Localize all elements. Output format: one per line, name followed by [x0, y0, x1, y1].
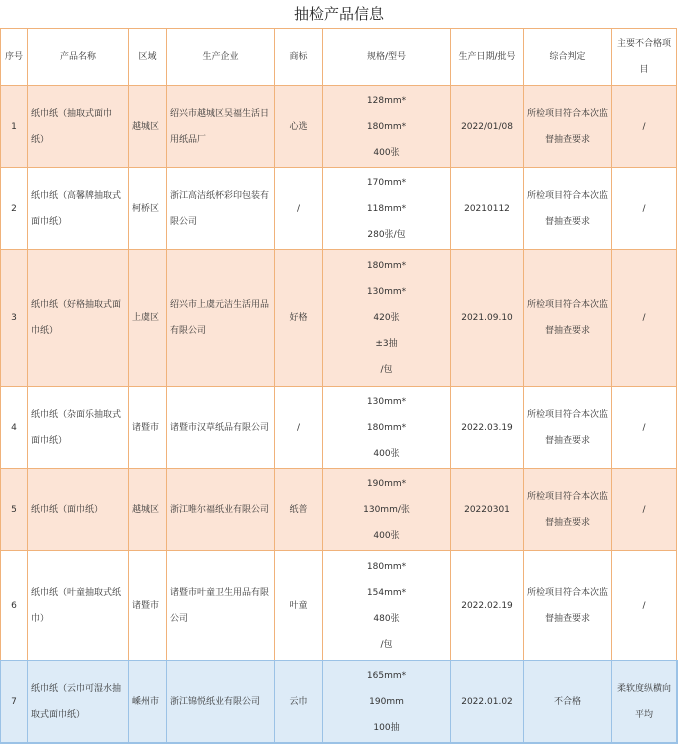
spec-line: /包	[380, 365, 393, 375]
production-date-cell: 20210112	[451, 168, 524, 250]
spec-line: 128mm*	[366, 95, 407, 106]
region-cell: 嵊州市	[129, 661, 167, 743]
product-name-cell: 纸巾纸（叶童抽取式纸巾）	[28, 551, 129, 661]
verdict-cell: 所检项目符合本次监督抽查要求	[524, 387, 612, 469]
row-number-cell: 3	[1, 250, 28, 387]
product-name-cell: 纸巾纸（抽取式面巾纸）	[28, 86, 129, 168]
company-cell: 浙江唯尔福纸业有限公司	[167, 469, 275, 551]
row-number-cell: 2	[1, 168, 28, 250]
region-cell: 诸暨市	[129, 387, 167, 469]
brand-cell: 纸普	[275, 469, 323, 551]
defect-items-cell: /	[612, 469, 677, 551]
defect-items-cell: /	[612, 86, 677, 168]
row-number-cell: 5	[1, 469, 28, 551]
table-header-row	[1, 29, 677, 86]
production-date-cell: 2021.09.10	[451, 250, 524, 387]
company-cell: 诸暨市叶童卫生用品有限公司	[167, 551, 275, 661]
brand-cell: 叶童	[275, 551, 323, 661]
row-number-cell: 7	[1, 661, 28, 743]
spec-cell	[323, 250, 451, 387]
production-date-cell: 2022.02.19	[451, 551, 524, 661]
header-cell: 区域	[129, 29, 167, 86]
production-date-cell: 2022.01.02	[451, 661, 524, 743]
page-title: 抽检产品信息	[293, 5, 384, 23]
region-cell: 越城区	[129, 86, 167, 168]
product-name-cell: 纸巾纸（云巾可湿水抽取式面巾纸）	[28, 661, 129, 743]
verdict-cell: 所检项目符合本次监督抽查要求	[524, 86, 612, 168]
table-row	[1, 469, 677, 551]
row-number-cell: 1	[1, 86, 28, 168]
product-name-cell: 纸巾纸（面巾纸）	[28, 469, 129, 551]
production-date-cell: 20220301	[451, 469, 524, 551]
spec-line: 190mm*	[366, 478, 407, 489]
spec-line: 170mm*	[366, 177, 407, 188]
spec-line: 480张	[373, 613, 400, 624]
spec-line: 118mm*	[366, 203, 407, 214]
product-name-cell: 纸巾纸（杂面乐抽取式面巾纸）	[28, 387, 129, 469]
spec-line: 180mm*	[366, 121, 407, 132]
table-row	[1, 387, 677, 469]
table-row	[1, 661, 677, 743]
spec-cell	[323, 168, 451, 250]
product-name-cell: 纸巾纸（好格抽取式面巾纸）	[28, 250, 129, 387]
defect-items-cell: /	[612, 168, 677, 250]
company-cell: 浙江高洁纸杯彩印包装有限公司	[167, 168, 275, 250]
region-cell: 柯桥区	[129, 168, 167, 250]
spec-cell	[323, 661, 451, 743]
spec-line: 180mm*	[366, 561, 407, 572]
header-cell: 生产企业	[167, 29, 275, 86]
verdict-cell: 所检项目符合本次监督抽查要求	[524, 168, 612, 250]
product-name-cell: 纸巾纸（高馨牌抽取式面巾纸）	[28, 168, 129, 250]
table-row	[1, 250, 677, 387]
brand-cell: /	[275, 387, 323, 469]
region-cell: 越城区	[129, 469, 167, 551]
header-cell: 规格/型号	[323, 29, 451, 86]
defect-items-cell: 柔软度纵横向平均	[612, 661, 677, 743]
header-cell: 综合判定	[524, 29, 612, 86]
verdict-cell: 所检项目符合本次监督抽查要求	[524, 551, 612, 661]
row-number-cell: 6	[1, 551, 28, 661]
verdict-cell: 所检项目符合本次监督抽查要求	[524, 469, 612, 551]
spec-cell	[323, 469, 451, 551]
header-cell: 序号	[1, 29, 28, 86]
defect-items-cell: /	[612, 387, 677, 469]
product-table	[0, 28, 677, 743]
spec-line: 100抽	[373, 722, 400, 733]
company-cell: 绍兴市越城区吴福生活日用纸品厂	[167, 86, 275, 168]
spec-line: 130mm*	[366, 396, 407, 407]
brand-cell: /	[275, 168, 323, 250]
spec-cell	[323, 86, 451, 168]
table-row	[1, 168, 677, 250]
row-number-cell: 4	[1, 387, 28, 469]
spec-line: 180mm*	[366, 261, 407, 271]
spec-line: 400张	[373, 530, 400, 541]
spec-line: 154mm*	[366, 587, 407, 598]
spec-line: 420张	[373, 313, 400, 323]
spec-line: 400张	[373, 147, 400, 158]
header-cell: 商标	[275, 29, 323, 86]
company-cell: 诸暨市汉草纸品有限公司	[167, 387, 275, 469]
verdict-cell: 所检项目符合本次监督抽查要求	[524, 250, 612, 387]
spec-line: 180mm*	[366, 422, 407, 433]
defect-items-cell: /	[612, 551, 677, 661]
region-cell: 上虞区	[129, 250, 167, 387]
company-cell: 浙江锦悦纸业有限公司	[167, 661, 275, 743]
header-cell: 产品名称	[28, 29, 129, 86]
table-row	[1, 551, 677, 661]
production-date-cell: 2022/01/08	[451, 86, 524, 168]
header-cell: 生产日期/批号	[451, 29, 524, 86]
spec-line: 190mm	[369, 696, 404, 707]
brand-cell: 好格	[275, 250, 323, 387]
spec-line: 130mm*	[366, 287, 407, 297]
spec-cell	[323, 551, 451, 661]
verdict-cell: 不合格	[524, 661, 612, 743]
company-cell: 绍兴市上虞元洁生活用品有限公司	[167, 250, 275, 387]
region-cell: 诸暨市	[129, 551, 167, 661]
defect-items-cell: /	[612, 250, 677, 387]
spec-line: 280张/包	[367, 229, 406, 240]
brand-cell: 云巾	[275, 661, 323, 743]
spec-line: /包	[380, 639, 393, 650]
spec-line: 400张	[373, 448, 400, 459]
spec-line: 130mm/张	[363, 504, 410, 515]
spec-cell	[323, 387, 451, 469]
spec-line: 165mm*	[366, 670, 407, 681]
brand-cell: 心选	[275, 86, 323, 168]
spec-line: ±3抽	[375, 339, 398, 349]
table-row	[1, 86, 677, 168]
header-cell: 主要不合格项目	[612, 29, 677, 86]
production-date-cell: 2022.03.19	[451, 387, 524, 469]
